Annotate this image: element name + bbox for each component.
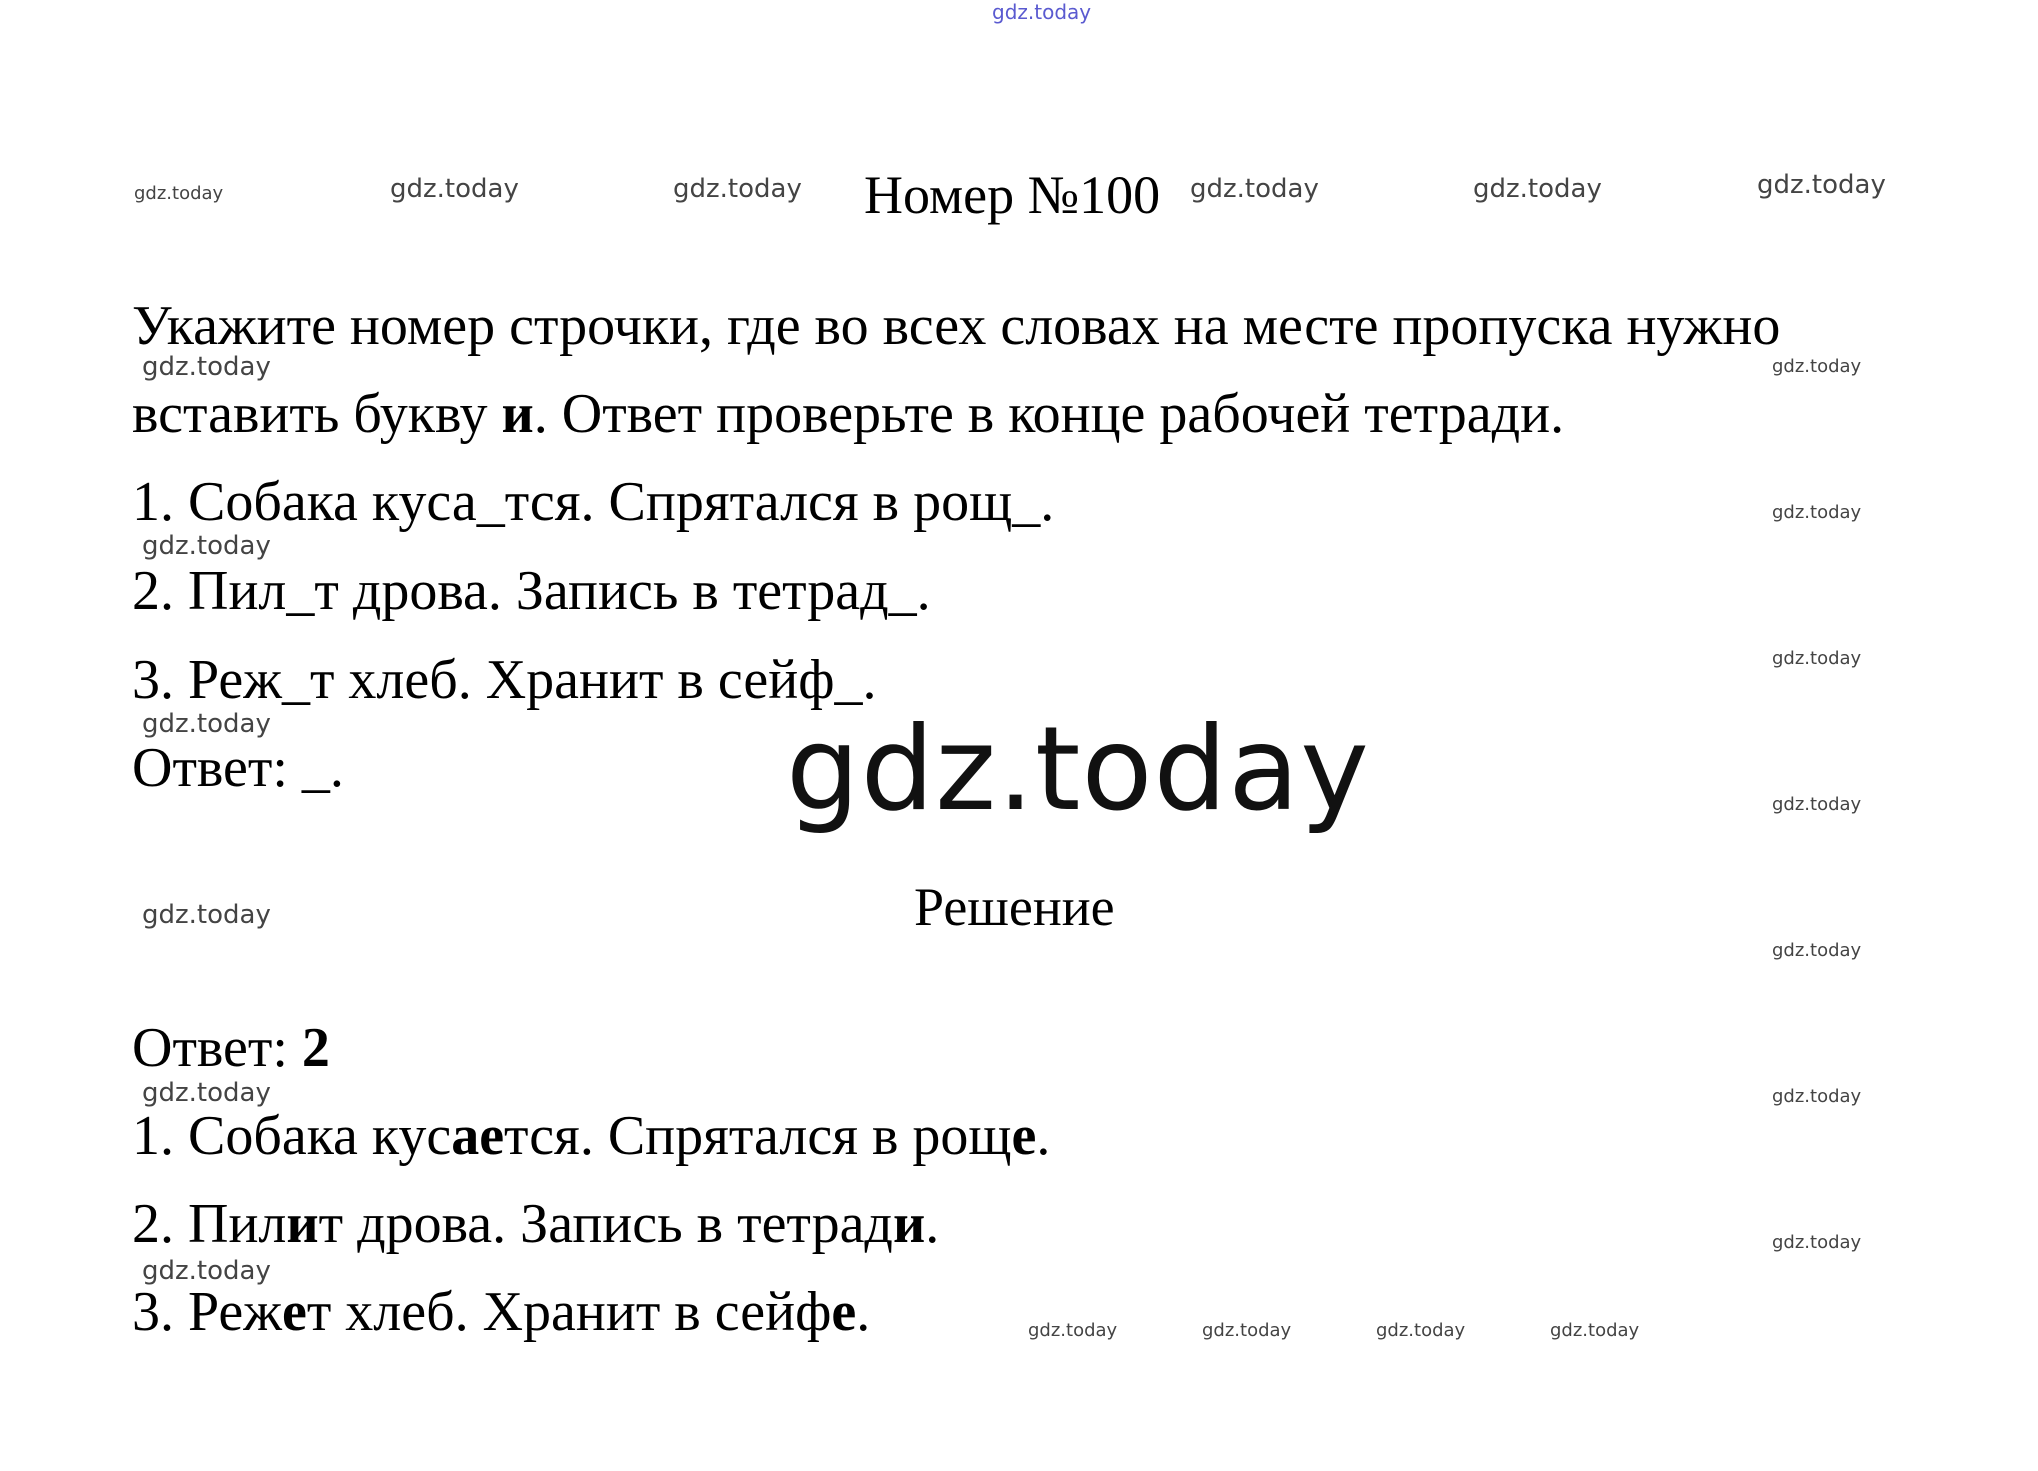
solution-letter: е xyxy=(1011,1105,1037,1167)
exercise-item-2: 2. Пил_т дрова. Запись в тетрад_. xyxy=(132,560,931,622)
exercise-item-1: 1. Собака куса_тся. Спрятался в рощ_. xyxy=(132,471,1055,533)
watermark-large: gdz.today xyxy=(786,702,1370,837)
solution-text: 2. Пил xyxy=(132,1193,287,1255)
task-line-1: Укажите номер строчки, где во всех словах на месте пропуска нужно xyxy=(132,295,1781,357)
answer-blank: Ответ: _. xyxy=(132,737,344,799)
solution-text: т хлеб. Хранит в сейф xyxy=(306,1281,832,1343)
answer-label: Ответ: xyxy=(132,1017,302,1079)
watermark: gdz.today xyxy=(134,183,224,204)
watermark: gdz.today xyxy=(1772,1232,1862,1253)
watermark: gdz.today xyxy=(1190,174,1319,204)
task-letter: и xyxy=(501,383,534,445)
watermark: gdz.today xyxy=(142,900,271,930)
watermark: gdz.today xyxy=(1772,940,1862,961)
solution-letter: е xyxy=(281,1281,307,1343)
watermark-top: gdz.today xyxy=(992,0,1092,24)
watermark: gdz.today xyxy=(1028,1320,1118,1341)
task-line-2 xyxy=(132,383,1565,445)
solution-heading: Решение xyxy=(914,877,1115,937)
watermark: gdz.today xyxy=(1376,1320,1466,1341)
watermark: gdz.today xyxy=(1772,356,1862,377)
watermark: gdz.today xyxy=(1757,170,1886,200)
task-line-2-pre: вставить букву xyxy=(132,383,502,445)
watermark: gdz.today xyxy=(1473,174,1602,204)
solution-letter: е xyxy=(831,1281,857,1343)
solution-item-1 xyxy=(132,1105,1051,1167)
watermark: gdz.today xyxy=(142,1256,271,1286)
solution-text: . xyxy=(925,1193,940,1255)
solution-text: тся. Спрятался в рощ xyxy=(504,1105,1012,1167)
watermark: gdz.today xyxy=(1772,648,1862,669)
watermark: gdz.today xyxy=(390,174,519,204)
watermark: gdz.today xyxy=(1772,1086,1862,1107)
solution-text: 3. Реж xyxy=(132,1281,282,1343)
watermark: gdz.today xyxy=(1772,502,1862,523)
watermark: gdz.today xyxy=(142,531,271,561)
solution-item-3 xyxy=(132,1281,871,1343)
solution-text: 1. Собака кус xyxy=(132,1105,452,1167)
watermark: gdz.today xyxy=(142,1078,271,1108)
solution-text: . xyxy=(1036,1105,1051,1167)
solution-letter: и xyxy=(892,1193,926,1255)
solution-letter: и xyxy=(286,1193,319,1255)
solution-item-2 xyxy=(132,1193,940,1255)
watermark: gdz.today xyxy=(142,709,271,739)
exercise-item-3: 3. Реж_т хлеб. Хранит в сейф_. xyxy=(132,649,877,711)
watermark: gdz.today xyxy=(673,174,802,204)
watermark: gdz.today xyxy=(142,352,271,382)
task-line-2-post: . Ответ проверьте в конце рабочей тетради. xyxy=(533,383,1565,445)
watermark: gdz.today xyxy=(1772,794,1862,815)
solution-letter: ае xyxy=(451,1105,505,1167)
answer-line xyxy=(132,1017,330,1079)
page-title: Номер №100 xyxy=(864,165,1161,225)
watermark: gdz.today xyxy=(1202,1320,1292,1341)
watermark: gdz.today xyxy=(1550,1320,1640,1341)
answer-value: 2 xyxy=(301,1017,330,1079)
solution-text: . xyxy=(856,1281,871,1343)
solution-text: т дрова. Запись в тетрад xyxy=(318,1193,893,1255)
